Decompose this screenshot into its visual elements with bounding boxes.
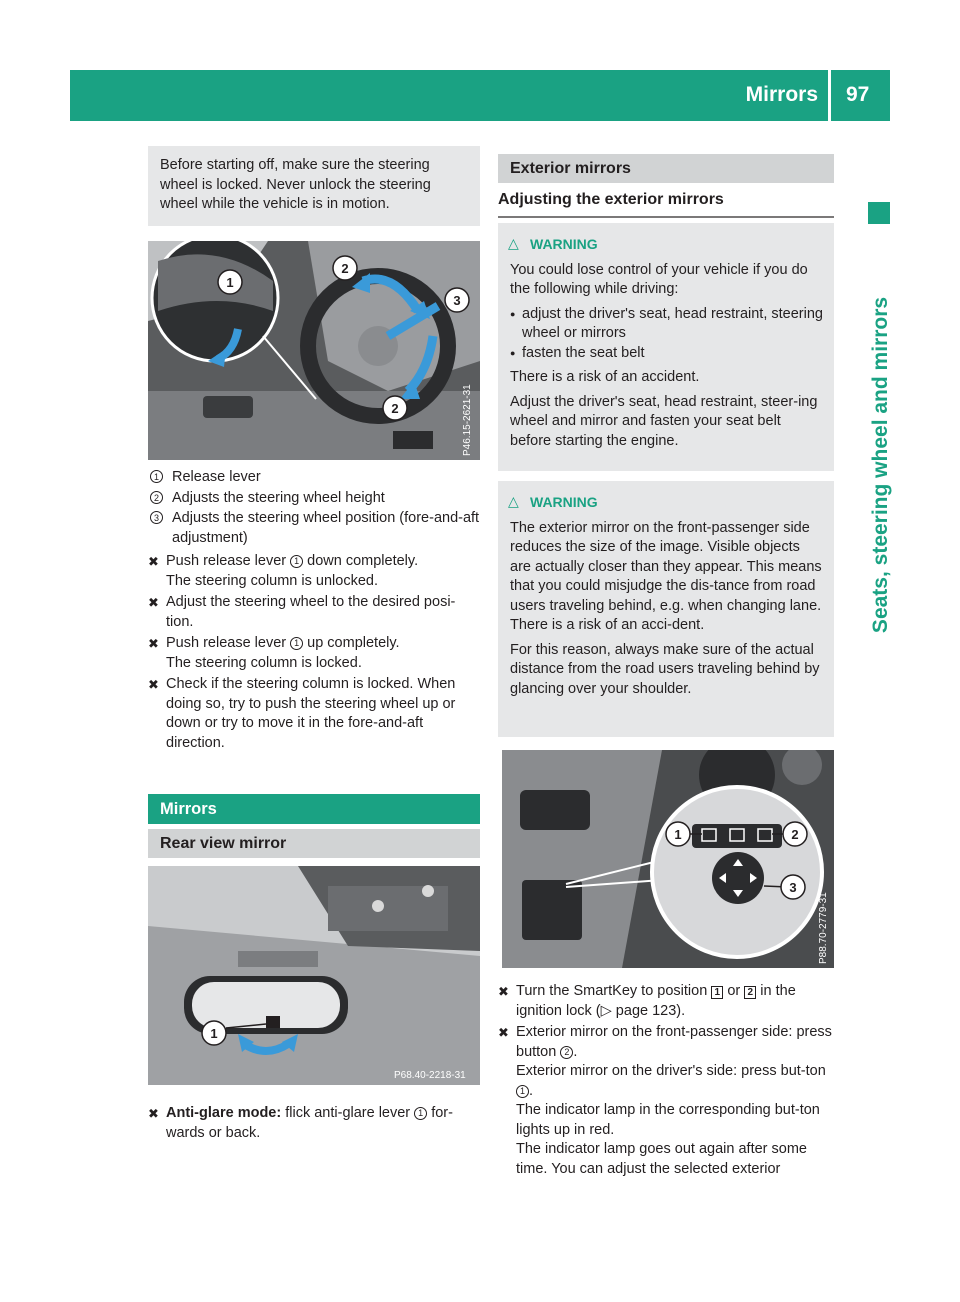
callout-2-top bbox=[333, 256, 357, 280]
step-arrow-icon: ✖ bbox=[148, 677, 159, 692]
step-text: Push release lever bbox=[166, 635, 291, 651]
step-arrow-icon: ✖ bbox=[148, 554, 159, 569]
inline-number: 1 bbox=[516, 1085, 529, 1098]
step-text: Exterior mirror on the front-passenger side: press button bbox=[516, 1024, 832, 1060]
step-text: . bbox=[529, 1082, 534, 1099]
callout-3-label: 3 bbox=[453, 293, 461, 308]
step-item bbox=[148, 675, 480, 753]
warning-box-1 bbox=[498, 223, 834, 471]
subsection-title-rear-view-mirror: Rear view mirror bbox=[148, 829, 480, 858]
page-reference-link[interactable]: page 123). bbox=[611, 1002, 686, 1019]
step-text: flick anti-glare lever bbox=[281, 1105, 415, 1121]
warning-triangle-icon: △ bbox=[508, 235, 519, 251]
step-text: up completely. bbox=[303, 635, 400, 651]
mirror-switch-illustration bbox=[502, 750, 834, 968]
step-item bbox=[148, 1104, 480, 1143]
side-chapter-label bbox=[866, 235, 896, 695]
callout-1 bbox=[666, 822, 690, 846]
inline-number: 1 bbox=[290, 637, 303, 650]
step-item bbox=[148, 593, 480, 632]
step-text: Turn the SmartKey to position bbox=[516, 983, 712, 999]
anti-glare-step bbox=[148, 1104, 480, 1145]
callout-1-label: 1 bbox=[674, 827, 682, 842]
legend-item bbox=[148, 509, 480, 548]
warning-text: Adjust the driver's seat, head restraint, steer-ing wheel and mirror and fasten your seat belt before starting the engine. bbox=[510, 393, 818, 449]
legend-text: Adjusts the steering wheel position (fore-and-aft adjustment) bbox=[172, 510, 480, 546]
step-result: The steering column is unlocked. bbox=[166, 572, 378, 589]
step-arrow-icon: ✖ bbox=[498, 984, 509, 999]
step-text: Check if the steering column is locked. When doing so, try to push the steering wheel up or down or try to move it in the fore-and-aft direction. bbox=[166, 676, 456, 751]
warning-heading bbox=[510, 235, 824, 255]
callout-2-top-label: 2 bbox=[341, 261, 349, 276]
callout-3-label: 3 bbox=[789, 880, 797, 895]
step-item bbox=[148, 552, 480, 591]
warning-text: You could lose control of your vehicle if you do the following while driving: bbox=[510, 261, 808, 297]
page-reference-icon: ▷ bbox=[600, 1002, 612, 1019]
step-text: Exterior mirror on the driver's side: press but-ton bbox=[516, 1063, 826, 1079]
warning-text: For this reason, always make sure of the actual distance from the road users traveling behind by glancing over your shoulder. bbox=[510, 641, 820, 697]
steering-column-figure bbox=[148, 241, 480, 460]
mirror-switch-figure bbox=[502, 750, 834, 968]
page-number: 97 bbox=[846, 83, 870, 106]
safety-note bbox=[148, 146, 480, 226]
callout-3 bbox=[781, 875, 805, 899]
step-text: Push release lever bbox=[166, 553, 291, 569]
step-item bbox=[498, 1023, 834, 1179]
step-arrow-icon: ✖ bbox=[498, 1025, 509, 1040]
key-position-1: 1 bbox=[711, 986, 723, 999]
legend-text: Release lever bbox=[172, 469, 261, 485]
heading-adjusting-exterior-mirrors: Adjusting the exterior mirrors bbox=[498, 191, 724, 208]
safety-note-text: Before starting off, make sure the steering wheel is locked. Never unlock the steering wheel while the vehicle is in motion. bbox=[160, 157, 431, 212]
inline-number: 1 bbox=[414, 1107, 427, 1120]
side-chapter-label-text: Seats, steering wheel and mirrors bbox=[869, 296, 892, 634]
legend-number: 3 bbox=[150, 511, 163, 524]
warning-bullet: ● adjust the driver's seat, head restraint, steering wheel or mirrors bbox=[510, 305, 824, 344]
warning-text: The exterior mirror on the front-passenger side reduces the size of the image. Visible objects are actually closer than they appear. This means that you could misjudge the dis-tance from road users traveling behind, e.g. when changing lane. There is a risk of an acci-dent. bbox=[510, 519, 822, 633]
legend-number: 1 bbox=[150, 470, 163, 483]
callout-1 bbox=[202, 1021, 226, 1045]
callout-2-bottom-label: 2 bbox=[391, 401, 399, 416]
step-result: The steering column is locked. bbox=[166, 654, 362, 671]
legend-number: 2 bbox=[150, 491, 163, 504]
callout-1-label: 1 bbox=[210, 1026, 218, 1041]
warning-bullet: ● fasten the seat belt bbox=[510, 344, 824, 364]
step-text: Adjust the steering wheel to the desired posi-tion. bbox=[166, 594, 456, 630]
steering-steps bbox=[148, 552, 480, 753]
step-text: in the ignition lock ( bbox=[516, 983, 796, 1019]
step-arrow-icon: ✖ bbox=[148, 1106, 159, 1121]
step-arrow-icon: ✖ bbox=[148, 636, 159, 651]
legend-block bbox=[148, 468, 480, 755]
legend-item bbox=[148, 489, 480, 509]
callout-1 bbox=[218, 270, 242, 294]
rear-view-mirror-illustration bbox=[148, 866, 480, 1085]
heading-rule bbox=[498, 216, 834, 218]
header-separator bbox=[828, 70, 831, 121]
exterior-mirror-steps bbox=[498, 982, 834, 1181]
step-text: or bbox=[723, 983, 745, 999]
step-arrow-icon: ✖ bbox=[148, 595, 159, 610]
legend-text: Adjusts the steering wheel height bbox=[172, 489, 385, 506]
warning-heading bbox=[510, 493, 824, 513]
step-text: . bbox=[573, 1043, 578, 1060]
section-title-mirrors: Mirrors bbox=[148, 794, 480, 824]
step-label: Anti-glare mode: bbox=[166, 1105, 282, 1121]
warning-text: There is a risk of an accident. bbox=[510, 369, 700, 385]
steering-column-illustration bbox=[148, 241, 480, 460]
key-position-2: 2 bbox=[744, 986, 756, 999]
warning-title: WARNING bbox=[530, 494, 598, 510]
subsection-title-exterior-mirrors: Exterior mirrors bbox=[498, 154, 834, 183]
warning-box-2 bbox=[498, 481, 834, 737]
callout-2-bottom bbox=[383, 396, 407, 420]
figure-code: P68.40-2218-31 bbox=[394, 1070, 466, 1081]
figure-code: P46.15-2621-31 bbox=[462, 384, 473, 456]
callout-1-label: 1 bbox=[226, 275, 234, 290]
legend-item bbox=[148, 468, 480, 488]
inline-number: 2 bbox=[560, 1046, 573, 1059]
callout-2-label: 2 bbox=[791, 827, 799, 842]
rear-view-mirror-figure bbox=[148, 866, 480, 1085]
page-section-title: Mirrors bbox=[745, 83, 818, 106]
callout-2 bbox=[783, 822, 807, 846]
side-tab-marker bbox=[868, 202, 890, 224]
step-text: for-wards or back. bbox=[166, 1105, 453, 1141]
step-item bbox=[498, 982, 834, 1021]
warning-triangle-icon: △ bbox=[508, 493, 519, 509]
step-text: down completely. bbox=[303, 553, 419, 569]
warning-title: WARNING bbox=[530, 236, 598, 252]
step-result: The indicator lamp in the corresponding but-ton lights up in red. bbox=[516, 1102, 820, 1138]
step-item bbox=[148, 634, 480, 673]
step-result: The indicator lamp goes out again after some time. You can adjust the selected exterior bbox=[516, 1141, 807, 1177]
inline-number: 1 bbox=[290, 555, 303, 568]
figure-code: P88.70-2779-31 bbox=[818, 892, 829, 964]
callout-3 bbox=[445, 288, 469, 312]
